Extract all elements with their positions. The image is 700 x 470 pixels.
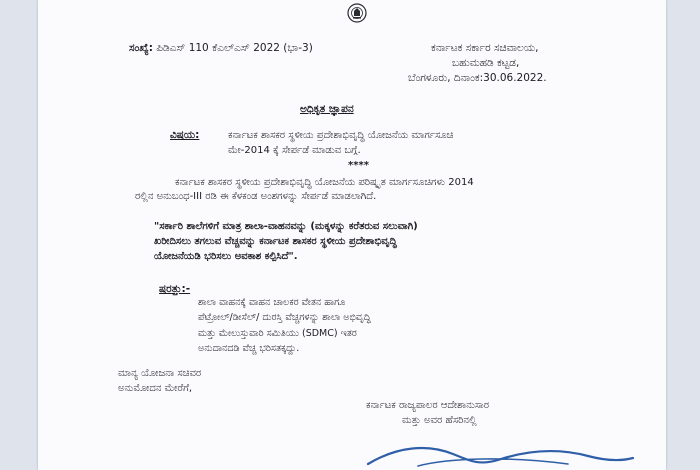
signoff-line-1: ಕರ್ನಾಟಕ ರಾಜ್ಯಪಾಲರ ಆದೇಶಾನುಸಾರ: [366, 400, 490, 411]
reference-number: ಪಿಡಿಎಸ್ 110 ಕೆಎಲ್ಎಸ್ 2022 (ಭಾ-3): [156, 42, 313, 54]
conditions-label: ಷರತ್ತು:-: [159, 283, 191, 295]
quote-line-3: ಯೋಜನೆಯಡಿ ಭರಿಸಲು ಅವಕಾಶ ಕಲ್ಪಿಸಿದೆ".: [154, 251, 298, 262]
separator: ****: [348, 160, 369, 171]
quote-line-2: ಖರೀದಿಸಲು ತಗಲುವ ವೆಚ್ಚವನ್ನು ಕರ್ನಾಟಕ ಶಾಸಕರ ಸ್ಥಳೀಯ ಪ್ರದೇಶಾಭಿವೃದ್ಧಿ: [154, 236, 397, 247]
document-page: [38, 0, 666, 470]
conditions-line-1: ಶಾಲಾ ವಾಹನಕ್ಕೆ ವಾಹನ ಚಾಲಕರ ವೇತನ ಹಾಗೂ: [198, 297, 346, 308]
office-line-2: ಬಹುಮಹಡಿ ಕಟ್ಟಡ,: [452, 57, 520, 69]
approval-line-2: ಅನುಮೋದನ ಮೇರೆಗೆ,: [118, 383, 193, 394]
body-line-2: ರಲ್ಲಿನ ಅನುಬಂಧ-III ರಡಿ ಈ ಕೆಳಕಂಡ ಅಂಶಗಳನ್ನು ಸೇರ್ಪಡೆ ಮಾಡಲಾಗಿದೆ.: [135, 191, 377, 202]
conditions-line-4: ಅನುದಾನದಡಿ ವೆಚ್ಚ ಭರಿಸತಕ್ಕದ್ದು.: [198, 343, 300, 354]
office-line-1: ಕರ್ನಾಟಕ ಸರ್ಕಾರ ಸಚಿವಾಲಯ,: [431, 42, 539, 54]
body-line-1: ಕರ್ನಾಟಕ ಶಾಸಕರ ಸ್ಥಳೀಯ ಪ್ರದೇಶಾಭಿವೃದ್ಧಿ ಯೋಜನೆಯ ಪರಿಷ್ಕೃತ ಮಾರ್ಗಸೂಚಿಗಳು 2014: [175, 177, 474, 188]
state-emblem-icon: [346, 2, 368, 24]
conditions-line-3: ಮತ್ತು ಮೇಲುಸ್ತುವಾರಿ ಸಮಿತಿಯು (SDMC) ಇತರ: [198, 328, 357, 339]
subject-line-1: ಕರ್ನಾಟಕ ಶಾಸಕರ ಸ್ಥಳೀಯ ಪ್ರದೇಶಾಭಿವೃದ್ಧಿ ಯೋಜನೆಯ ಮಾರ್ಗಸೂಚಿ: [228, 130, 454, 141]
quote-line-1: "ಸರ್ಕಾರಿ ಶಾಲೆಗಳಿಗೆ ಮಾತ್ರ ಶಾಲಾ-ವಾಹನವನ್ನು (ಮಕ್ಕಳನ್ನು ಕರೆತರುವ ಸಲುವಾಗಿ): [154, 221, 418, 232]
reference-label: ಸಂಖ್ಯೆ:: [129, 42, 153, 54]
subject-line-2: ಮೇ-2014 ಕ್ಕೆ ಸೇರ್ಪಡೆ ಮಾಡುವ ಬಗ್ಗೆ.: [228, 145, 361, 156]
page-title: ಅಧಿಕೃತ ಜ್ಞಾಪನ: [300, 103, 354, 115]
signoff-line-2: ಮತ್ತು ಅವರ ಹೆಸರಿನಲ್ಲಿ: [402, 415, 477, 426]
signature-icon: [358, 440, 638, 470]
approval-line-1: ಮಾನ್ಯ ಯೋಜನಾ ಸಚಿವರ: [118, 368, 202, 379]
conditions-line-2: ಪೆಟ್ರೋಲ್/ಡೀಸೆಲ್/ ದುರಸ್ತಿ ವೆಚ್ಚಗಳನ್ನು ಶಾಲಾ ಅಭಿವೃದ್ಧಿ: [198, 312, 371, 323]
place-date: ಬೆಂಗಳೂರು, ದಿನಾಂಕ:30.06.2022.: [408, 72, 547, 84]
subject-label: ವಿಷಯ:: [170, 129, 200, 141]
